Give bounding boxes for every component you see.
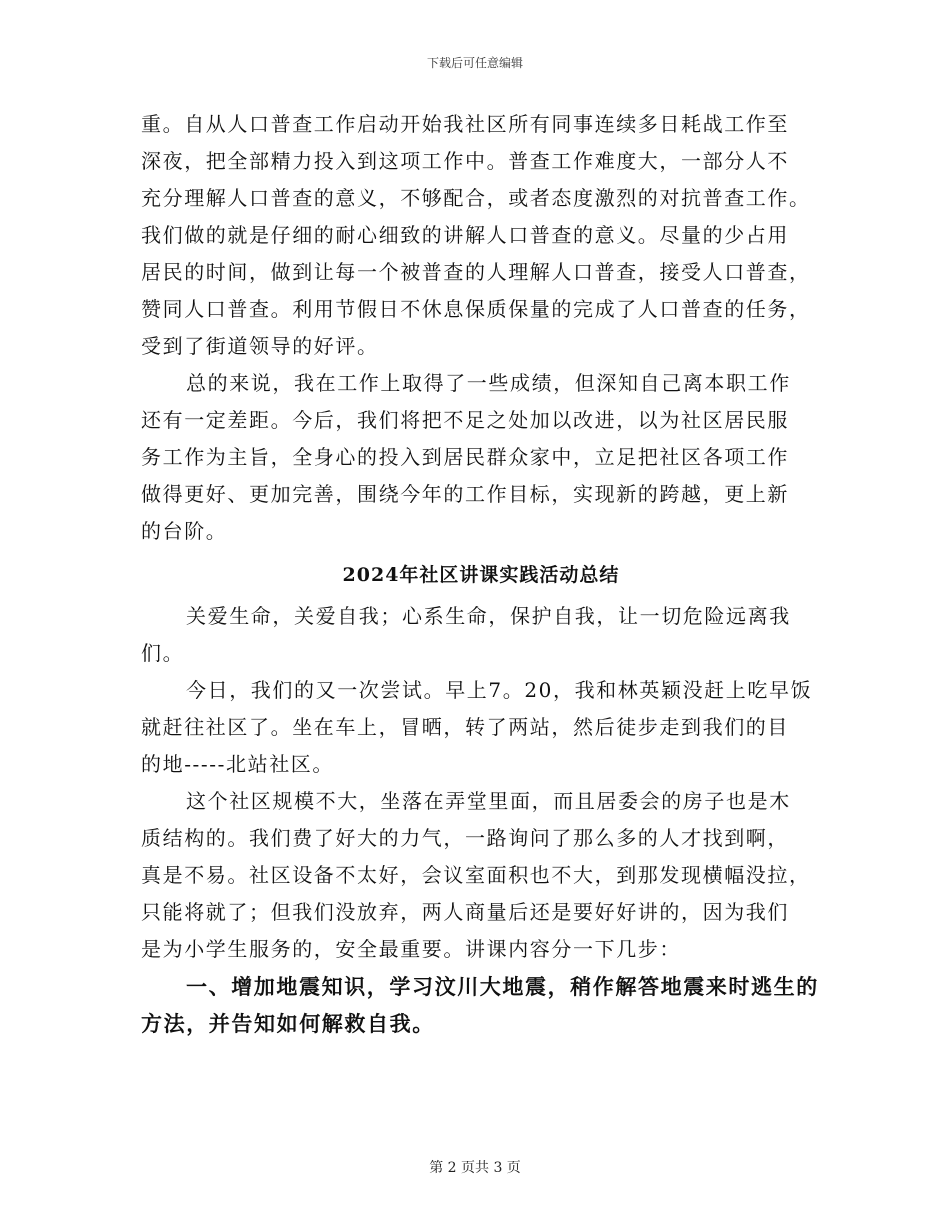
- paragraph-line: 真是不易。社区设备不太好，会议室面积也不大，到那发现横幅没拉，: [141, 863, 811, 887]
- paragraph-line: 居民的时间，做到让每一个被普查的人理解人口普查，接受人口普查，: [141, 260, 811, 284]
- paragraph-line: 做得更好、更加完善，围绕今年的工作目标，实现新的跨越，更上新: [141, 482, 789, 506]
- section-title: 2024年社区讲课实践活动总结: [342, 564, 620, 586]
- page-header: 下载后可任意编辑: [426, 56, 523, 70]
- document-body: [141, 106, 821, 1042]
- paragraph-line: 只能将就了；但我们没放弃，两人商量后还是要好好讲的，因为我们: [141, 900, 789, 924]
- paragraph-line: 的地-----北站社区。: [141, 752, 334, 776]
- paragraph-line: 质结构的。我们费了好大的力气，一路询问了那么多的人才找到啊，: [141, 826, 789, 850]
- paragraph-line: 这个社区规模不大，坐落在弄堂里面，而且居委会的房子也是木: [186, 789, 791, 813]
- paragraph-line: 今日，我们的又一次尝试。早上7。20，我和林英颖没赶上吃早饭: [186, 678, 813, 702]
- paragraph-line: 充分理解人口普查的意义，不够配合，或者态度激烈的对抗普查工作。: [141, 186, 811, 210]
- paragraph-line: 总的来说，我在工作上取得了一些成绩，但深知自己离本职工作: [186, 371, 791, 395]
- paragraph-line: 是为小学生服务的，安全最重要。讲课内容分一下几步：: [141, 937, 681, 961]
- paragraph-line: 还有一定差距。今后，我们将把不足之处加以改进，以为社区居民服: [141, 408, 789, 432]
- paragraph-line: 受到了街道领导的好评。: [141, 334, 379, 358]
- paragraph-line: 的台阶。: [141, 519, 228, 543]
- page-footer: 第 2 页共 3 页: [429, 1160, 521, 1176]
- paragraph-line: 就赶往社区了。坐在车上，冒晒，转了两站，然后徒步走到我们的目: [141, 715, 789, 739]
- paragraph-line: 我们做的就是仔细的耐心细致的讲解人口普查的意义。尽量的少占用: [141, 223, 789, 247]
- bold-heading-line: 方法，并告知如何解救自我。: [141, 1011, 435, 1036]
- paragraph-line: 深夜，把全部精力投入到这项工作中。普查工作难度大，一部分人不: [141, 149, 789, 173]
- paragraph-line: 关爱生命，关爱自我；心系生命，保护自我，让一切危险远离我: [186, 604, 791, 628]
- paragraph-line: 们。: [141, 641, 185, 665]
- paragraph-line: 务工作为主旨，全身心的投入到居民群众家中，立足把社区各项工作: [141, 445, 789, 469]
- bold-heading-line: 一、增加地震知识，学习汶川大地震，稍作解答地震来时逃生的: [186, 974, 819, 999]
- paragraph-line: 赞同人口普查。利用节假日不休息保质保量的完成了人口普查的任务，: [141, 297, 811, 321]
- paragraph-line: 重。自从人口普查工作启动开始我社区所有同事连续多日耗战工作至: [141, 112, 789, 136]
